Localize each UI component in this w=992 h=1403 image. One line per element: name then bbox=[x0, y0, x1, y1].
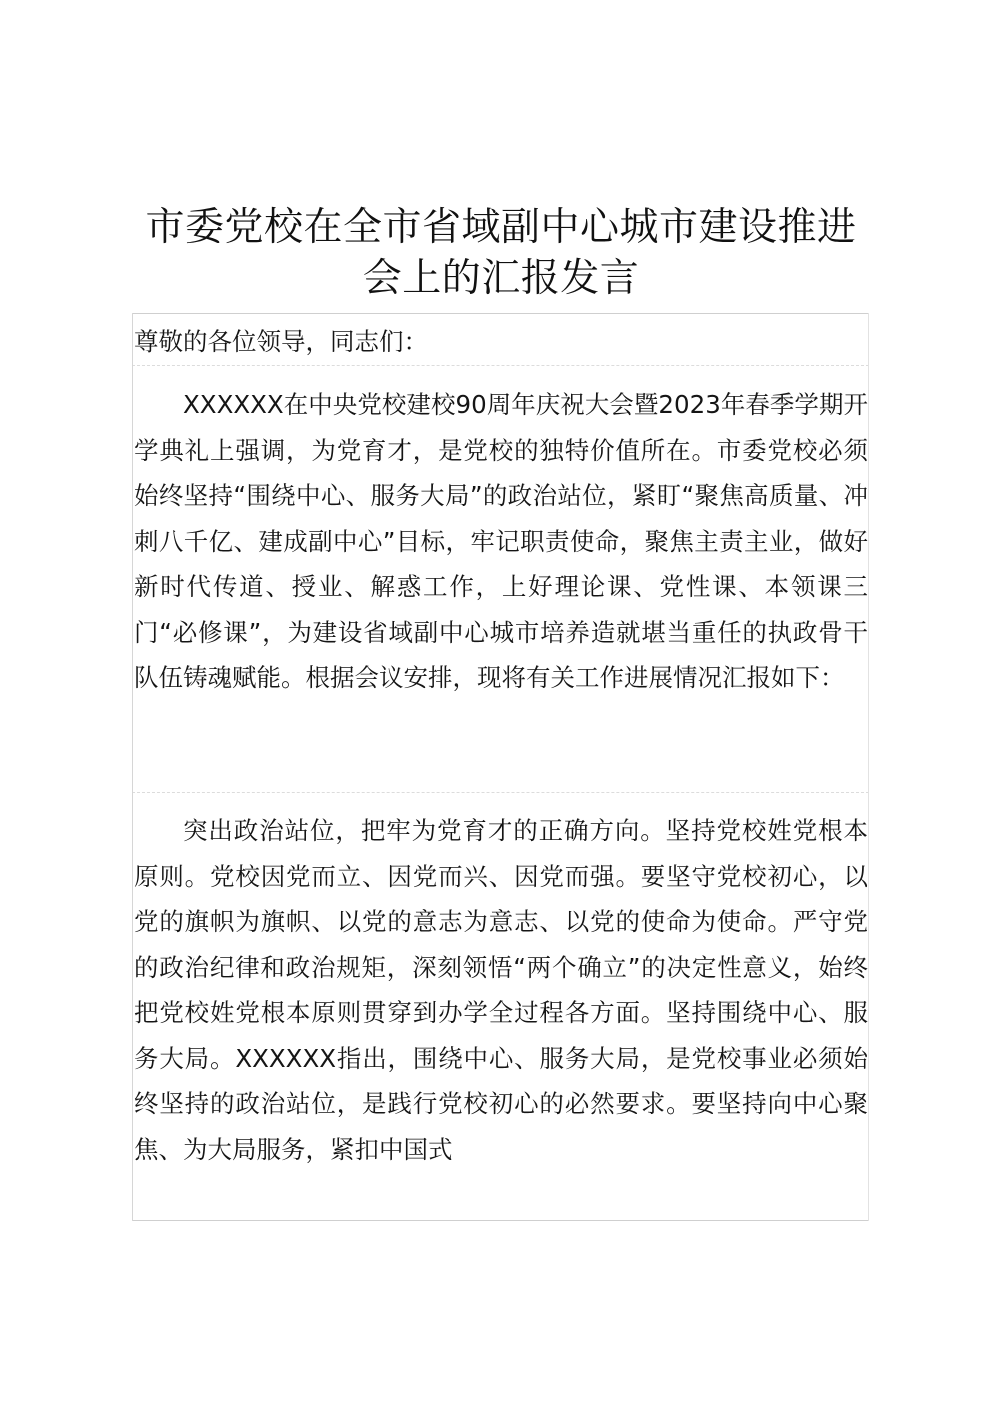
document-title: 市委党校在全市省域副中心城市建设推进会上的汇报发言 bbox=[145, 205, 857, 302]
paragraph-2: 突出政治站位，把牢为党育才的正确方向。坚持党校姓党根本原则。党校因党而立、因党而兴、因党而强。要坚守党校初心，以党的旗帜为旗帜、以党的意志为意志、以党的使命为使命。严守党的政治纪律和政治规矩，深刻领悟“两个确立”的决定性意义，始终把党校姓党根本原则贯穿到办学全过程各方面。坚持围绕中心、服务大局。XXXXXX指出，围绕中心、服务大局，是党校事业必须始终坚持的政治站位，是践行党校初心的必然要求。要坚持向中心聚焦、为大局服务，紧扣中国式 bbox=[134, 816, 868, 1164]
frame-divider bbox=[132, 792, 869, 793]
frame-top-border bbox=[132, 313, 869, 314]
frame-bottom-border bbox=[132, 1220, 869, 1221]
frame-right-border bbox=[868, 313, 869, 1221]
frame-left-border bbox=[132, 313, 133, 1221]
frame-divider bbox=[132, 365, 869, 366]
paragraph-1: XXXXXX在中央党校建校90周年庆祝大会暨2023年春季学期开学典礼上强调，为党育才，是党校的独特价值所在。市委党校必须始终坚持“围绕中心、服务大局”的政治站位，紧盯“聚焦高质量、冲刺八千亿、建成副中心”目标，牢记职责使命，聚焦主责主业，做好新时代传道、授业、解惑工作，上好理论课、党性课、本领课三门“必修课”，为建设省域副中心城市培养造就堪当重任的执政骨干队伍铸魂赋能。根据会议安排，现将有关工作进展情况汇报如下： bbox=[134, 390, 868, 692]
salutation: 尊敬的各位领导，同志们： bbox=[134, 327, 428, 356]
